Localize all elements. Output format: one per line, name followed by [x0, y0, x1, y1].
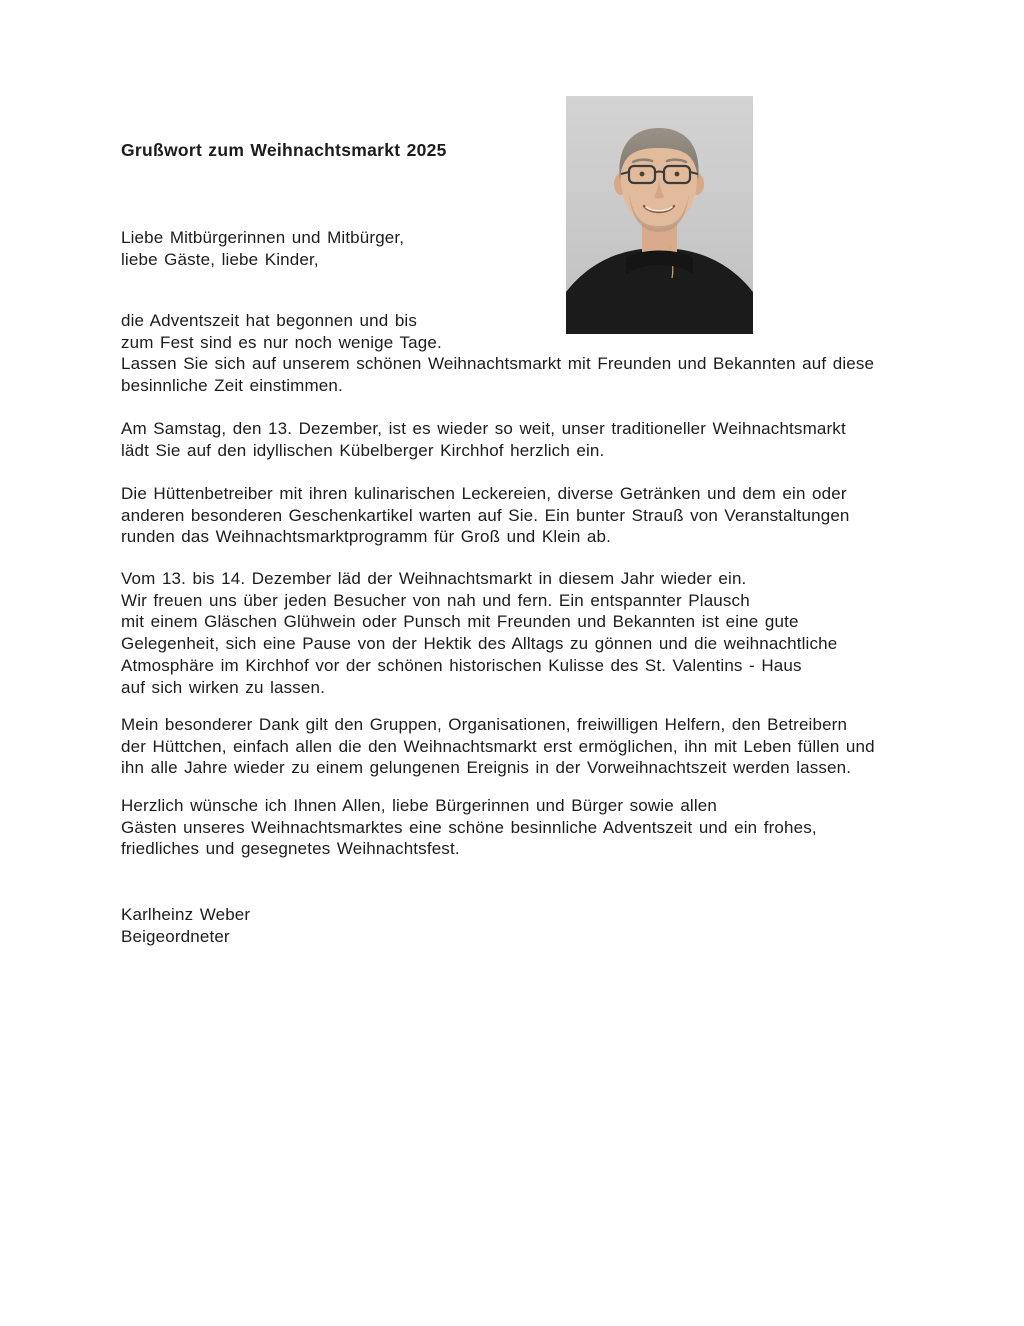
paragraph-atmosphere — [121, 568, 837, 698]
text-line: friedliches und gesegnetes Weihnachtsfest. — [121, 839, 460, 859]
text-line: Gästen unseres Weihnachtsmarktes eine schöne besinnliche Adventszeit und ein frohes, — [121, 817, 817, 837]
paragraph-wishes — [121, 795, 817, 860]
paragraph-date-announcement — [121, 418, 846, 461]
text-line: auf sich wirken zu lassen. — [121, 677, 325, 697]
text-line: Am Samstag, den 13. Dezember, ist es wieder so weit, unser traditioneller Weihnachtsmarkt — [121, 419, 846, 438]
text-line: Herzlich wünsche ich Ihnen Allen, liebe Bürgerinnen und Bürger sowie allen — [121, 796, 717, 815]
text-line: Gelegenheit, sich eine Pause von der Hektik des Alltags zu gönnen und die weihnachtliche — [121, 634, 838, 654]
signature-block — [121, 904, 250, 947]
paragraph-thanks — [121, 714, 875, 779]
text-line: runden das Weihnachtsmarktprogramm für Groß und Klein ab. — [121, 527, 611, 547]
text-line: lädt Sie auf den idyllischen Kübelberger Kirchhof herzlich ein. — [121, 440, 605, 460]
text-line: besinnliche Zeit einstimmen. — [121, 376, 343, 396]
text-line: Liebe Mitbürgerinnen und Mitbürger, — [121, 228, 405, 247]
text-line: Atmosphäre im Kirchhof vor der schönen historischen Kulisse des St. Valentins - Haus — [121, 655, 802, 675]
text-line: Die Hüttenbetreiber mit ihren kulinarischen Leckereien, diverse Getränken und dem ein oder — [121, 484, 847, 503]
portrait-photo — [566, 96, 753, 334]
signature-name: Karlheinz Weber — [121, 905, 251, 924]
text-line: Vom 13. bis 14. Dezember läd der Weihnachtsmarkt in diesem Jahr wieder ein. — [121, 569, 747, 588]
text-line: anderen besonderen Geschenkartikel warten auf Sie. Ein bunter Strauß von Veranstaltungen — [121, 505, 850, 525]
text-line: Lassen Sie sich auf unserem schönen Weihnachtsmarkt mit Freunden und Bekannten auf diese — [121, 354, 875, 374]
portrait-photo-illustration — [566, 96, 753, 334]
text-line: Wir freuen uns über jeden Besucher von nah und fern. Ein entspannter Plausch — [121, 590, 750, 610]
text-line: Mein besonderer Dank gilt den Gruppen, Organisationen, freiwilligen Helfern, den Betreibern — [121, 715, 848, 734]
signature-role: Beigeordneter — [121, 926, 230, 946]
text-line: liebe Gäste, liebe Kinder, — [121, 249, 319, 269]
text-line: mit einem Gläschen Glühwein oder Punsch mit Freunden und Bekannten ist eine gute — [121, 612, 799, 632]
text-line: der Hüttchen, einfach allen die den Weihnachtsmarkt erst ermöglichen, ihn mit Leben füllen und — [121, 736, 875, 756]
page-title: Grußwort zum Weihnachtsmarkt 2025 — [121, 140, 447, 160]
text-line: zum Fest sind es nur noch wenige Tage. — [121, 332, 442, 352]
paragraph-salutation — [121, 227, 404, 270]
text-line: die Adventszeit hat begonnen und bis — [121, 311, 418, 330]
text-line: ihn alle Jahre wieder zu einem gelungenen Ereignis in der Vorweihnachtszeit werden lassen. — [121, 758, 852, 778]
paragraph-advent-intro — [121, 310, 874, 397]
paragraph-vendors — [121, 483, 850, 548]
